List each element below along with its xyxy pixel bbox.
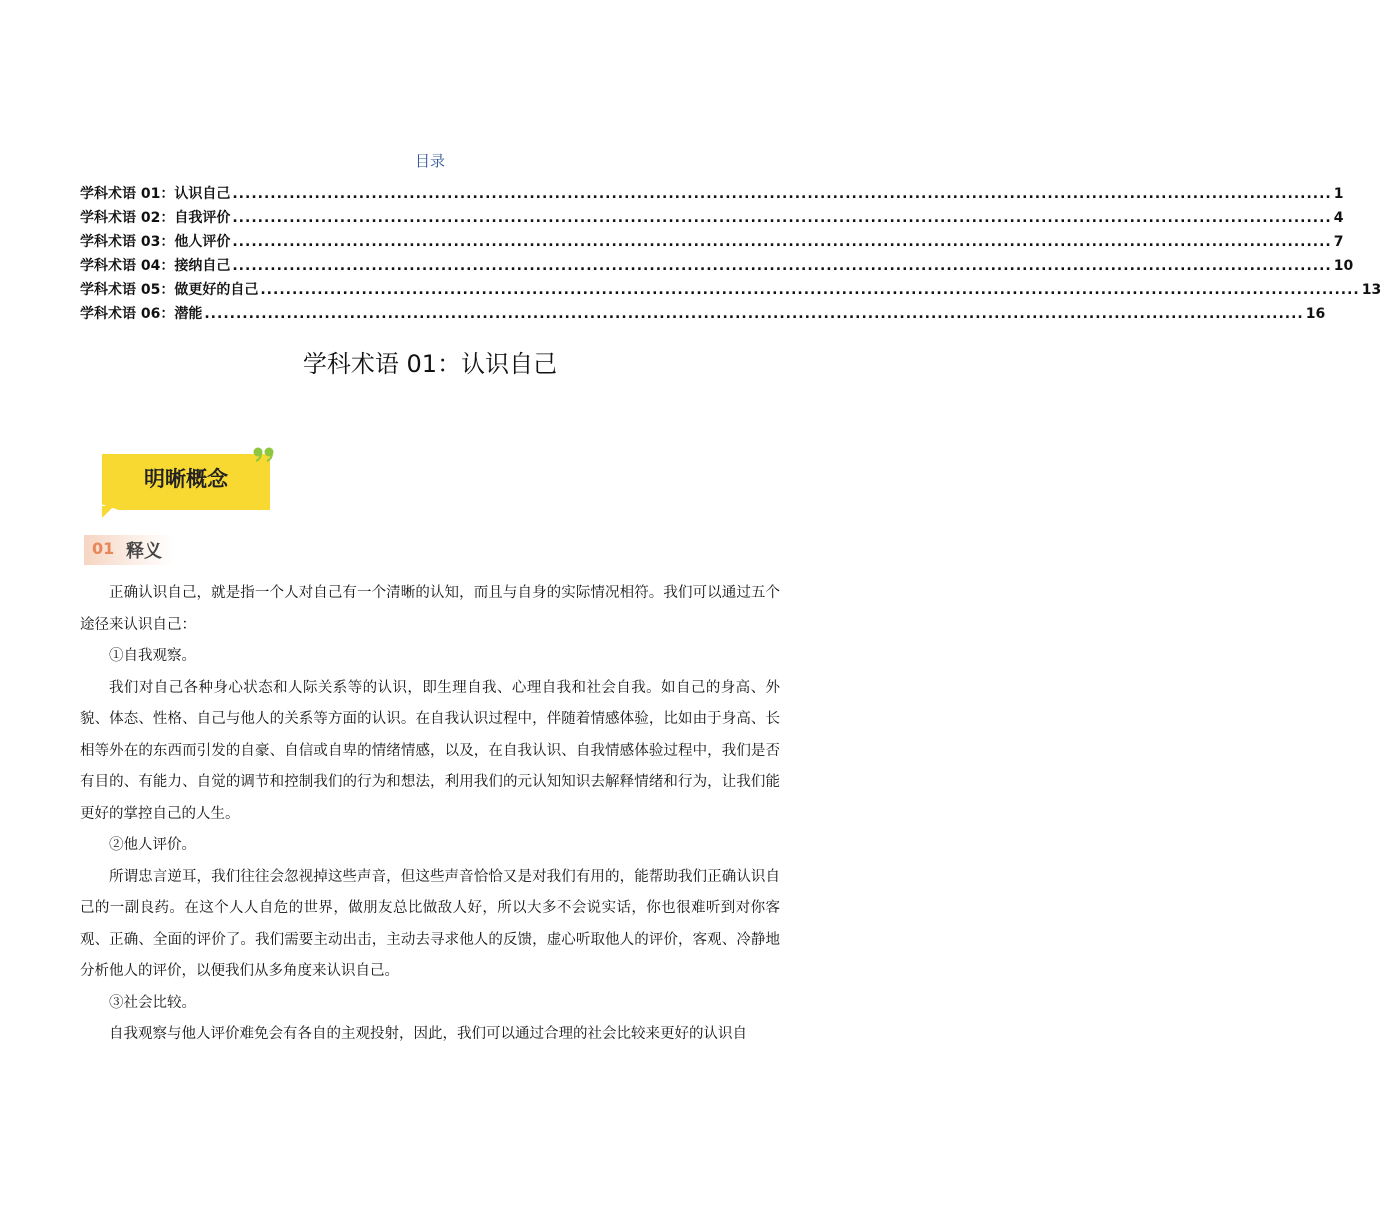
toc-item-page: 13 [1361, 282, 1381, 298]
toc-item-page: 1 [1333, 186, 1344, 202]
paragraph: ③社会比较。 [109, 994, 196, 1011]
toc-item[interactable] [80, 255, 1354, 279]
chapter-heading: 学科术语 01：认识自己 [302, 350, 558, 378]
toc-leader: .............................................................................................................................................................................. [232, 210, 1332, 226]
toc-item[interactable] [80, 303, 1326, 327]
toc-item-label: 学科术语 06：潜能 [80, 306, 203, 322]
quote-icon [252, 446, 276, 462]
toc-item[interactable] [80, 231, 1344, 255]
toc-item-label: 学科术语 04：接纳自己 [80, 258, 231, 274]
toc-item-label: 学科术语 02：自我评价 [80, 210, 231, 226]
toc-item-page: 4 [1333, 210, 1344, 226]
toc-item-page: 10 [1333, 258, 1354, 274]
paragraph: 自我观察与他人评价难免会有各自的主观投射，因此，我们可以通过合理的社会比较来更好的认识自 [109, 1026, 747, 1042]
paragraph: 我们对自己各种身心状态和人际关系等的认识，即生理自我、心理自我和社会自我。如自己的身高、外貌、体态、性格、自己与他人的关系等方面的认识。在自我认识过程中，伴随着情感体验，比如由于身高、长相等外在的东西而引发的自豪、自信或自卑的情绪情感，以及，在自我认识、自我情感体验过程中，我们是否有目的、有能力、自觉的调节和控制我们的行为和想法，利用我们的元认知知识去解释情绪和行为，让我们能更好的掌控自己的人生。 [80, 679, 780, 822]
toc-leader: .............................................................................................................................................................................. [232, 258, 1332, 274]
toc-leader: .............................................................................................................................................................................. [232, 186, 1332, 202]
toc-item-page: 7 [1333, 234, 1344, 250]
toc-leader: .............................................................................................................................................................................. [260, 282, 1360, 298]
body-text [80, 578, 780, 1051]
toc-item-label: 学科术语 05：做更好的自己 [80, 282, 259, 298]
table-of-contents [80, 183, 1381, 327]
toc-item-label: 学科术语 01：认识自己 [80, 186, 231, 202]
paragraph: ①自我观察。 [109, 648, 196, 664]
toc-title: 目录 [414, 152, 445, 170]
banner-title: 明晰概念 [144, 467, 228, 491]
section-label: 释义 [126, 541, 162, 562]
section-number: 01 [92, 539, 115, 558]
toc-leader: .............................................................................................................................................................................. [232, 234, 1332, 250]
toc-item-label: 学科术语 03：他人评价 [80, 234, 231, 250]
toc-item-page: 16 [1305, 306, 1326, 322]
toc-item[interactable] [80, 183, 1344, 207]
toc-item[interactable] [80, 279, 1381, 303]
toc-item[interactable] [80, 207, 1344, 231]
paragraph: 正确认识自己，就是指一个人对自己有一个清晰的认知，而且与自身的实际情况相符。我们可以通过五个途径来认识自己： [80, 585, 780, 633]
paragraph: ②他人评价。 [109, 837, 196, 853]
banner-tail [102, 506, 114, 518]
paragraph: 所谓忠言逆耳，我们往往会忽视掉这些声音，但这些声音恰恰又是对我们有用的，能帮助我们正确认识自己的一副良药。在这个人人自危的世界，做朋友总比做敌人好，所以大多不会说实话，你也很难听到对你客观、正确、全面的评价了。我们需要主动出击，主动去寻求他人的反馈，虚心听取他人的评价，客观、冷静地分析他人的评价，以便我们从多角度来认识自己。 [80, 868, 780, 979]
toc-leader: .............................................................................................................................................................................. [204, 306, 1304, 322]
